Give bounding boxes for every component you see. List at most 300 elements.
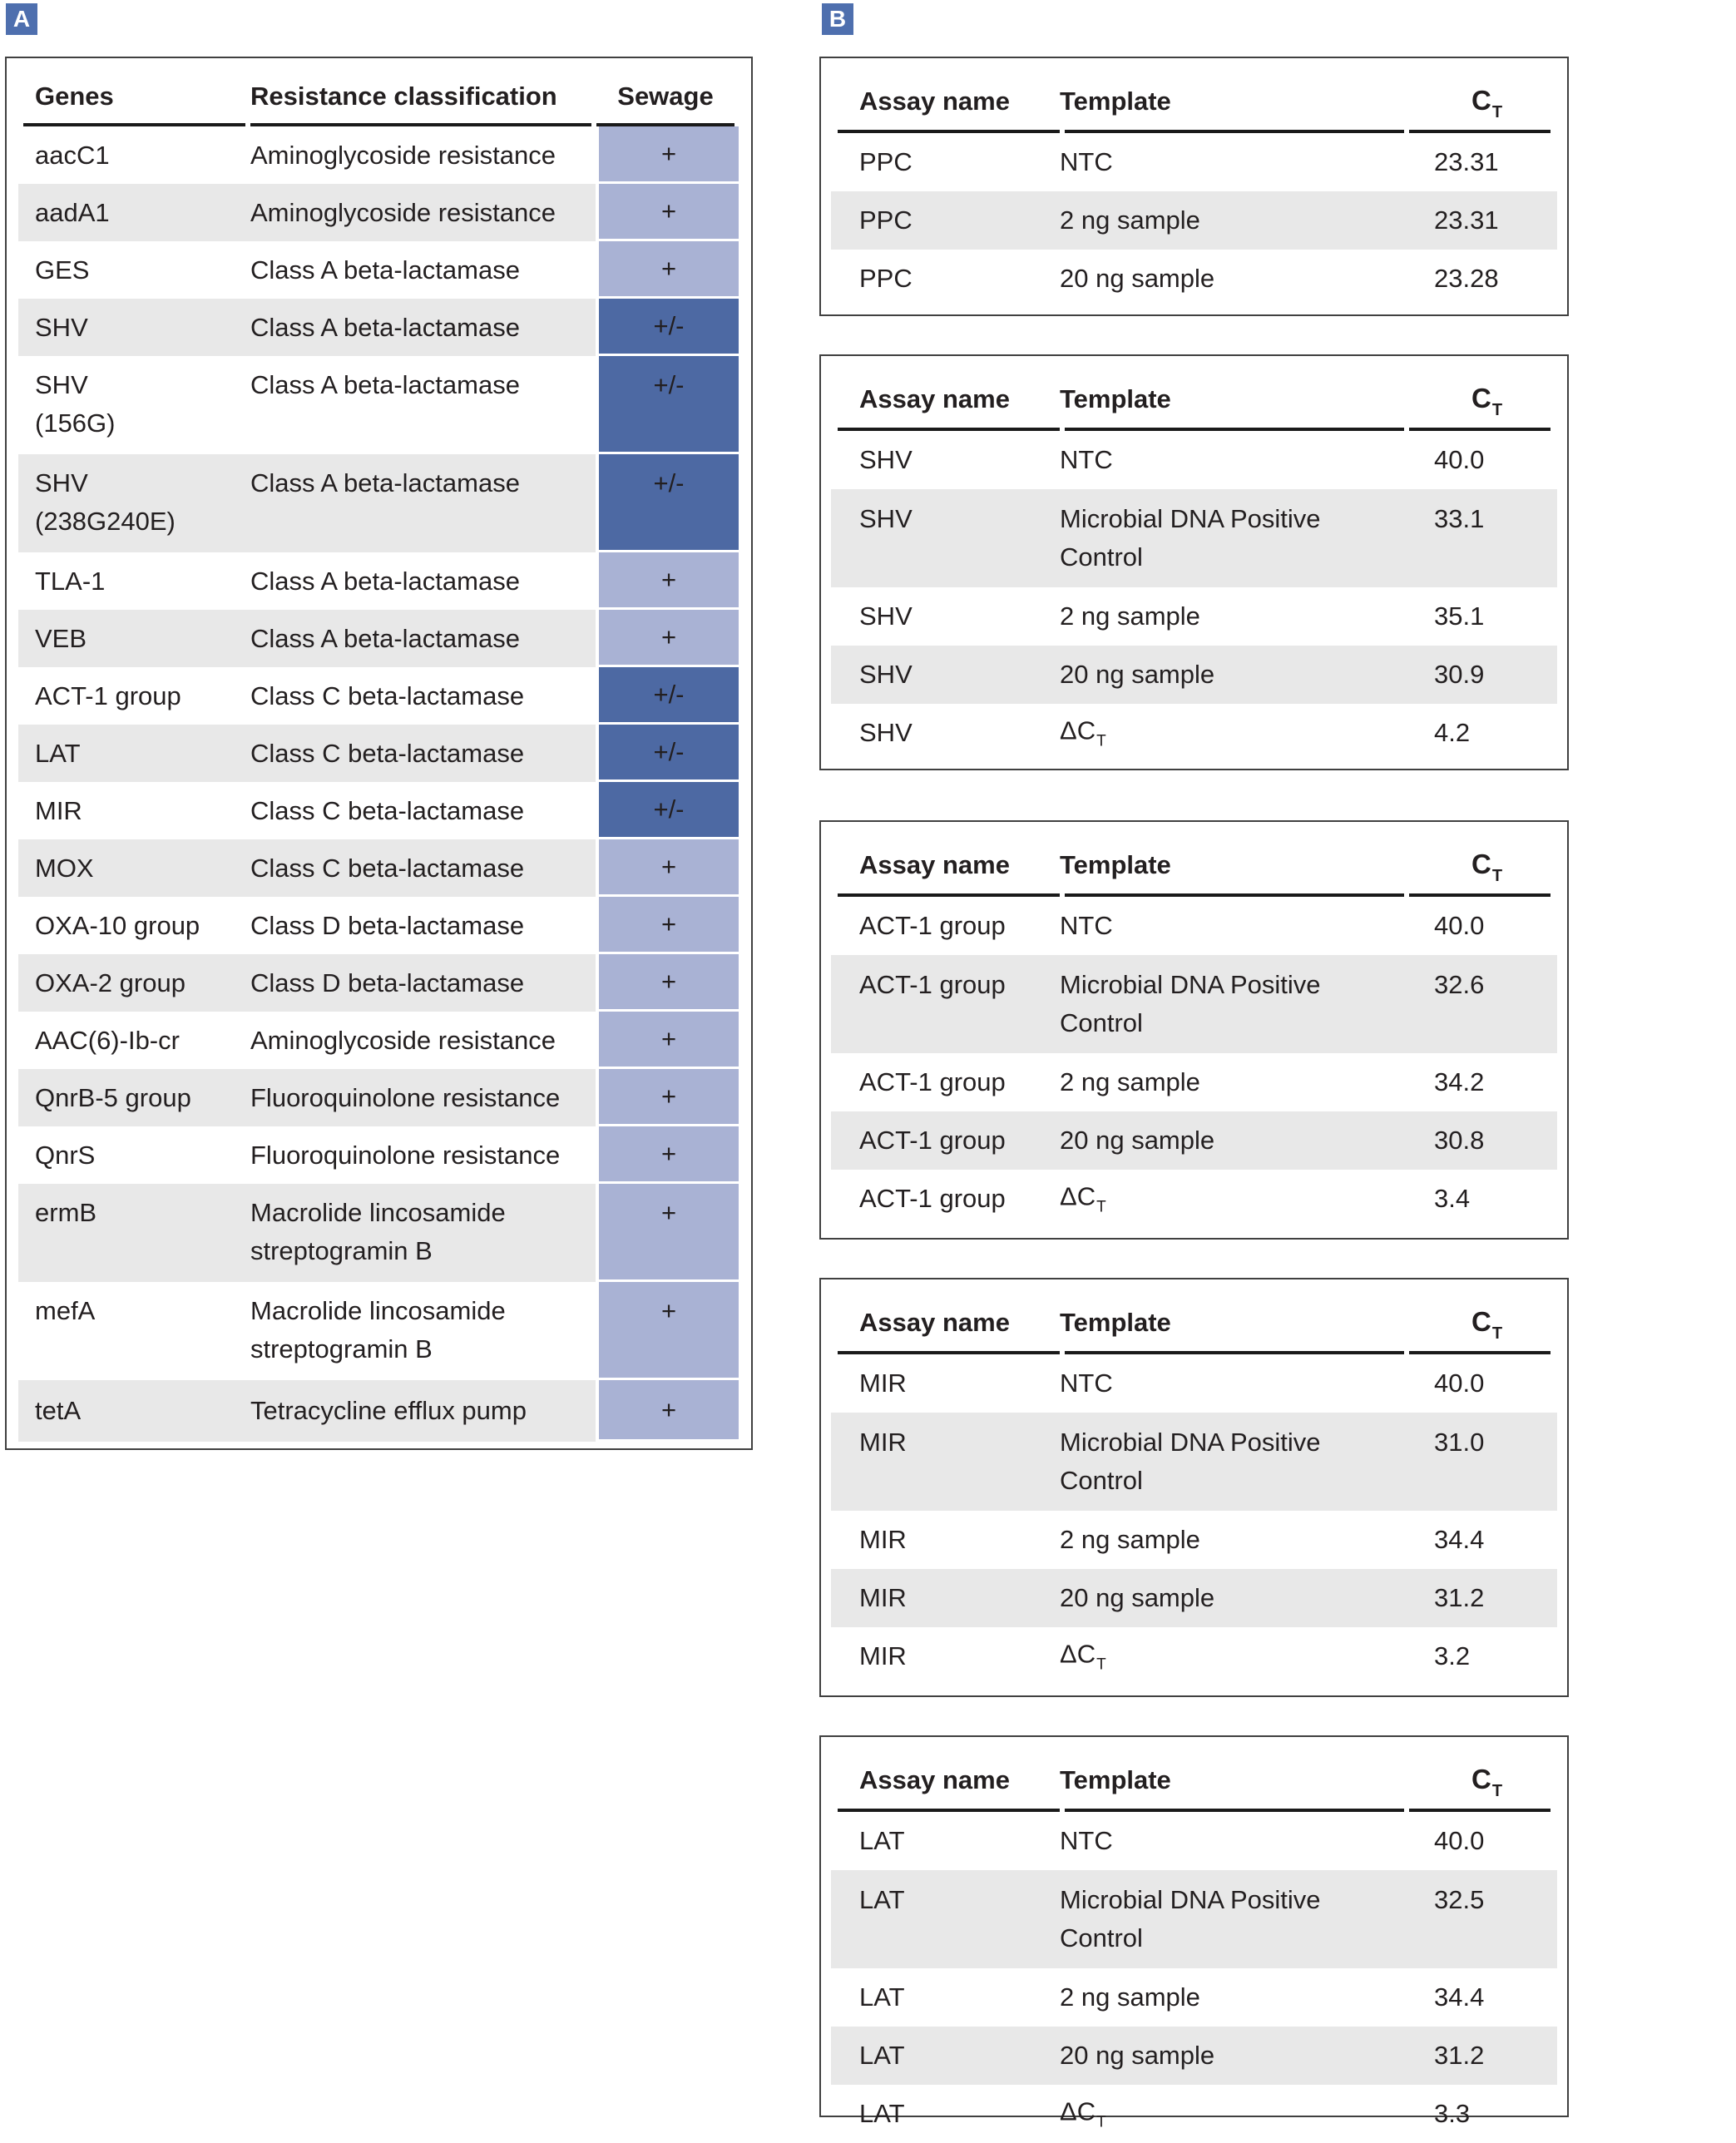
- template-text: 2 ng sample: [1060, 1525, 1200, 1554]
- sewage-value: +: [660, 254, 677, 283]
- classification-cell: [250, 735, 524, 773]
- column-header-ct: $C_T$: [1471, 849, 1503, 885]
- gene-cell: [35, 309, 88, 347]
- assay-name-cell: SHV: [859, 601, 913, 631]
- ct-value-cell: 32.6: [1434, 970, 1485, 999]
- assay-name-cell: LAT: [859, 1885, 905, 1914]
- template-cell: [1060, 1881, 1321, 1957]
- table-row: [821, 1413, 1567, 1511]
- column-header-assay-name: Assay name: [859, 1765, 1010, 1794]
- classification-cell: [250, 849, 524, 888]
- ct-value-cell: 30.8: [1434, 1126, 1485, 1155]
- assay-name-cell: LAT: [859, 2099, 905, 2128]
- gene-cell: [35, 1136, 95, 1175]
- subscript-t: T: [1491, 867, 1503, 885]
- assay-name-cell: ACT-1 group: [859, 1126, 1006, 1155]
- classification-text: Class D beta-lactamase: [250, 968, 525, 997]
- table-row: [821, 955, 1567, 1053]
- template-text: NTC: [1060, 1368, 1113, 1398]
- classification-text: Class A beta-lactamase: [250, 312, 520, 342]
- template-cell: [1060, 907, 1113, 945]
- gene-name: VEB: [35, 623, 87, 653]
- panel-b-header-row: [821, 58, 1567, 130]
- table-row: [821, 1354, 1567, 1413]
- sewage-cell: [599, 299, 739, 356]
- subscript-t: T: [1491, 401, 1503, 419]
- classification-cell: [250, 1194, 506, 1270]
- table-row: [821, 1111, 1567, 1170]
- column-header-ct: $C_T$: [1471, 383, 1503, 419]
- sewage-cell: [599, 184, 739, 241]
- assay-name-cell: LAT: [859, 1982, 905, 2012]
- table-row: [7, 1184, 751, 1282]
- classification-cell: [250, 620, 520, 658]
- classification-text: Macrolide lincosamide: [250, 1296, 506, 1325]
- template-text: 20 ng sample: [1060, 1583, 1215, 1612]
- sewage-value: +: [660, 139, 677, 168]
- ct-value-cell: 40.0: [1434, 911, 1485, 940]
- template-text: $\Delta C_T$: [1060, 2096, 1106, 2131]
- sewage-value: +/-: [653, 468, 685, 497]
- column-header-genes: Genes: [35, 82, 114, 111]
- classification-cell: [250, 1136, 560, 1175]
- classification-text: Class A beta-lactamase: [250, 370, 520, 399]
- sewage-value: +: [660, 1139, 677, 1168]
- gene-name: MIR: [35, 795, 82, 825]
- sewage-cell: [599, 1380, 739, 1442]
- table-row: [821, 1569, 1567, 1627]
- template-cell: [1060, 2093, 1106, 2136]
- classification-text: Class A beta-lactamase: [250, 623, 520, 653]
- gene-cell: [35, 620, 87, 658]
- subscript-t: T: [1096, 1198, 1106, 1216]
- classification-text: Aminoglycoside resistance: [250, 1025, 556, 1055]
- gene-cell: [35, 735, 81, 773]
- assay-name-cell: ACT-1 group: [859, 970, 1006, 999]
- template-text: $\Delta C_T$: [1060, 1181, 1106, 1216]
- panel-b-table: [819, 1278, 1569, 1697]
- sewage-cell: [599, 897, 739, 954]
- template-cell: [1060, 1364, 1113, 1403]
- gene-cell: [35, 849, 94, 888]
- classification-text: Class A beta-lactamase: [250, 468, 520, 497]
- template-cell: [1060, 201, 1200, 240]
- template-text: NTC: [1060, 1826, 1113, 1855]
- table-row: [821, 431, 1567, 489]
- subscript-t: T: [1491, 1324, 1503, 1343]
- panel-a-label: A: [6, 3, 37, 35]
- template-text: NTC: [1060, 911, 1113, 940]
- table-row: [7, 1012, 751, 1069]
- table-row: [7, 241, 751, 299]
- assay-name-cell: PPC: [859, 205, 913, 235]
- subscript-t: T: [1491, 103, 1503, 121]
- classification-cell: [250, 792, 524, 830]
- table-row: [821, 191, 1567, 250]
- classification-cell: [250, 366, 520, 404]
- gene-name: LAT: [35, 738, 81, 768]
- panel-b-table: [819, 820, 1569, 1240]
- sewage-cell: [599, 954, 739, 1012]
- classification-cell: [250, 1392, 527, 1430]
- sewage-cell: [599, 1282, 739, 1380]
- column-header-template: Template: [1060, 1765, 1171, 1794]
- classification-text: Fluoroquinolone resistance: [250, 1082, 561, 1112]
- panel-a-table: [5, 57, 753, 1450]
- template-cell: [1060, 1579, 1214, 1617]
- column-header-ct: $C_T$: [1471, 1764, 1503, 1800]
- template-cell: [1060, 1521, 1200, 1559]
- classification-cell: [250, 677, 524, 715]
- table-row: [7, 126, 751, 184]
- panel-b-label: B: [822, 3, 853, 35]
- column-header-assay-name: Assay name: [859, 384, 1010, 413]
- ct-value-cell: 23.28: [1434, 264, 1499, 293]
- sewage-cell: [599, 1126, 739, 1184]
- gene-cell: [35, 251, 89, 290]
- subscript-t: T: [1096, 2113, 1106, 2131]
- template-cell: [1060, 1978, 1200, 2017]
- template-cell: [1060, 260, 1214, 298]
- sewage-value: +: [660, 1296, 677, 1325]
- gene-name-line2: (238G240E): [35, 507, 176, 536]
- column-header-assay-name: Assay name: [859, 87, 1010, 116]
- sewage-value: +: [660, 967, 677, 996]
- classification-text: Aminoglycoside resistance: [250, 197, 556, 227]
- template-text-line2: Control: [1060, 1008, 1143, 1037]
- table-row: [7, 299, 751, 356]
- template-text-line2: Control: [1060, 542, 1143, 572]
- gene-cell: [35, 194, 110, 232]
- table-row: [7, 1069, 751, 1126]
- column-header-sewage: Sewage: [617, 82, 714, 111]
- assay-name-cell: MIR: [859, 1525, 907, 1554]
- template-text: 2 ng sample: [1060, 601, 1200, 631]
- classification-cell: [250, 194, 556, 232]
- column-header-template: Template: [1060, 1308, 1171, 1337]
- template-cell: [1060, 1063, 1200, 1101]
- sewage-cell: [599, 725, 739, 782]
- template-cell: [1060, 500, 1321, 577]
- ct-value-cell: 35.1: [1434, 601, 1485, 631]
- sewage-value: +: [660, 622, 677, 651]
- table-row: [821, 1053, 1567, 1111]
- template-text: Microbial DNA Positive: [1060, 504, 1321, 533]
- gene-cell: [35, 964, 185, 1002]
- gene-name: ermB: [35, 1198, 97, 1227]
- ct-value-cell: 4.2: [1434, 718, 1471, 747]
- template-text-line2: Control: [1060, 1923, 1143, 1952]
- classification-text-line2: streptogramin B: [250, 1236, 433, 1265]
- table-row: [7, 725, 751, 782]
- sewage-cell: [599, 241, 739, 299]
- sewage-cell: [599, 610, 739, 667]
- subscript-t: T: [1096, 1656, 1106, 1674]
- panel-b-table: [819, 354, 1569, 770]
- panel-a-header-row: [7, 58, 751, 123]
- template-text: Microbial DNA Positive: [1060, 1885, 1321, 1914]
- template-cell: [1060, 1423, 1321, 1500]
- sewage-cell: [599, 126, 739, 184]
- template-cell: [1060, 712, 1106, 755]
- gene-name: QnrS: [35, 1140, 96, 1170]
- ct-value-cell: 3.3: [1434, 2099, 1471, 2128]
- assay-name-cell: SHV: [859, 504, 913, 533]
- classification-text: Macrolide lincosamide: [250, 1198, 506, 1227]
- sewage-cell: [599, 1184, 739, 1282]
- table-row: [821, 646, 1567, 704]
- template-text: 20 ng sample: [1060, 1126, 1215, 1155]
- table-row: [821, 1870, 1567, 1968]
- sewage-value: +: [660, 196, 677, 225]
- column-header-template: Template: [1060, 87, 1171, 116]
- table-row: [7, 839, 751, 897]
- table-row: [7, 782, 751, 839]
- sewage-cell: [599, 1012, 739, 1069]
- gene-name: SHV: [35, 312, 88, 342]
- ct-value-cell: 30.9: [1434, 660, 1485, 689]
- assay-name-cell: ACT-1 group: [859, 1067, 1006, 1096]
- subscript-t: T: [1491, 1782, 1503, 1800]
- column-header-template: Template: [1060, 384, 1171, 413]
- table-row: [821, 2027, 1567, 2085]
- gene-name: SHV: [35, 468, 88, 497]
- ct-value-cell: 34.4: [1434, 1982, 1485, 2012]
- column-header-ct: $C_T$: [1471, 1306, 1503, 1343]
- table-row: [821, 2085, 1567, 2143]
- sewage-value: +: [660, 1394, 677, 1424]
- gene-name: AAC(6)-Ib-cr: [35, 1025, 180, 1055]
- template-cell: [1060, 2037, 1214, 2075]
- classification-cell: [250, 1022, 556, 1060]
- table-row: [821, 897, 1567, 955]
- classification-cell: [250, 464, 520, 502]
- ct-value-cell: 31.2: [1434, 2041, 1485, 2070]
- assay-name-cell: MIR: [859, 1428, 907, 1457]
- classification-text: Class C beta-lactamase: [250, 853, 525, 883]
- template-text: Microbial DNA Positive: [1060, 1428, 1321, 1457]
- classification-cell: [250, 309, 520, 347]
- ct-value-cell: 32.5: [1434, 1885, 1485, 1914]
- gene-name: MOX: [35, 853, 94, 883]
- table-row: [7, 1282, 751, 1380]
- ct-value-cell: 40.0: [1434, 1826, 1485, 1855]
- ct-value-cell: 31.2: [1434, 1583, 1485, 1612]
- gene-name: aacC1: [35, 140, 110, 170]
- table-row: [7, 897, 751, 954]
- classification-text: Tetracycline efflux pump: [250, 1396, 527, 1425]
- gene-cell: [35, 1194, 96, 1232]
- ct-value-cell: 40.0: [1434, 1368, 1485, 1398]
- assay-name-cell: SHV: [859, 445, 913, 474]
- assay-name-cell: MIR: [859, 1368, 907, 1398]
- sewage-value: +: [660, 1198, 677, 1227]
- table-row: [821, 1511, 1567, 1569]
- gene-name: aadA1: [35, 197, 110, 227]
- ct-value-cell: 34.4: [1434, 1525, 1485, 1554]
- template-cell: [1060, 441, 1113, 479]
- sewage-value: +/-: [653, 737, 685, 766]
- gene-cell: [35, 366, 115, 443]
- assay-name-cell: SHV: [859, 718, 913, 747]
- gene-cell: [35, 562, 105, 601]
- sewage-cell: [599, 839, 739, 897]
- template-text: 20 ng sample: [1060, 2041, 1215, 2070]
- gene-name: OXA-2 group: [35, 968, 185, 997]
- sewage-value: +: [660, 1081, 677, 1111]
- template-text: $\Delta C_T$: [1060, 715, 1106, 750]
- template-cell: [1060, 597, 1200, 636]
- classification-cell: [250, 907, 524, 945]
- gene-cell: [35, 1292, 95, 1330]
- gene-name: TLA-1: [35, 566, 106, 596]
- template-text: 2 ng sample: [1060, 205, 1200, 235]
- ct-value-cell: 31.0: [1434, 1428, 1485, 1457]
- template-text: NTC: [1060, 445, 1113, 474]
- classification-text: Class C beta-lactamase: [250, 795, 525, 825]
- classification-cell: [250, 964, 524, 1002]
- classification-cell: [250, 1079, 560, 1117]
- column-header-assay-name: Assay name: [859, 850, 1010, 879]
- gene-name: OXA-10 group: [35, 910, 200, 940]
- sewage-value: +: [660, 565, 677, 594]
- column-header-ct: $C_T$: [1471, 85, 1503, 121]
- classification-text: Class A beta-lactamase: [250, 255, 520, 285]
- gene-cell: [35, 1392, 81, 1430]
- table-row: [7, 552, 751, 610]
- classification-cell: [250, 136, 556, 175]
- classification-text: Fluoroquinolone resistance: [250, 1140, 561, 1170]
- panel-b-header-row: [821, 822, 1567, 893]
- ct-value-cell: 3.2: [1434, 1641, 1471, 1670]
- classification-text: Class A beta-lactamase: [250, 566, 520, 596]
- subscript-t: T: [1096, 732, 1106, 750]
- gene-name: tetA: [35, 1396, 82, 1425]
- table-row: [821, 1968, 1567, 2027]
- assay-name-cell: ACT-1 group: [859, 1184, 1006, 1213]
- classification-text: Class C beta-lactamase: [250, 681, 525, 710]
- assay-name-cell: ACT-1 group: [859, 911, 1006, 940]
- panel-b-header-row: [821, 356, 1567, 428]
- gene-cell: [35, 1022, 180, 1060]
- template-cell: [1060, 656, 1214, 694]
- table-row: [7, 667, 751, 725]
- classification-text: Aminoglycoside resistance: [250, 140, 556, 170]
- template-text: $\Delta C_T$: [1060, 1639, 1106, 1674]
- ct-value-cell: 23.31: [1434, 147, 1499, 176]
- classification-text: Class D beta-lactamase: [250, 910, 525, 940]
- panel-b-table: [819, 1735, 1569, 2131]
- classification-text-line2: streptogramin B: [250, 1334, 433, 1364]
- assay-name-cell: SHV: [859, 660, 913, 689]
- classification-cell: [250, 251, 520, 290]
- column-header-assay-name: Assay name: [859, 1308, 1010, 1337]
- table-row: [7, 184, 751, 241]
- sewage-value: +: [660, 1024, 677, 1053]
- gene-cell: [35, 1079, 191, 1117]
- template-text: 20 ng sample: [1060, 660, 1215, 689]
- gene-name: mefA: [35, 1296, 96, 1325]
- classification-text: Class C beta-lactamase: [250, 738, 525, 768]
- sewage-value: +: [660, 909, 677, 938]
- sewage-value: +/-: [653, 794, 685, 824]
- gene-cell: [35, 677, 181, 715]
- column-header-template: Template: [1060, 850, 1171, 879]
- assay-name-cell: PPC: [859, 264, 913, 293]
- sewage-value: +: [660, 852, 677, 881]
- gene-cell: [35, 464, 176, 541]
- column-header-classification: Resistance classification: [250, 82, 557, 111]
- table-row: [7, 1380, 751, 1442]
- table-row: [7, 954, 751, 1012]
- table-row: [821, 1627, 1567, 1685]
- gene-name: ACT-1 group: [35, 681, 181, 710]
- ct-value-cell: 33.1: [1434, 504, 1485, 533]
- ct-value-cell: 3.4: [1434, 1184, 1471, 1213]
- gene-name: GES: [35, 255, 90, 285]
- template-text-line2: Control: [1060, 1466, 1143, 1495]
- sewage-cell: [599, 552, 739, 610]
- table-row: [821, 489, 1567, 587]
- gene-name-line2: (156G): [35, 408, 116, 438]
- template-text: Microbial DNA Positive: [1060, 970, 1321, 999]
- table-row: [7, 610, 751, 667]
- assay-name-cell: LAT: [859, 2041, 905, 2070]
- sewage-value: +/-: [653, 370, 685, 399]
- assay-name-cell: PPC: [859, 147, 913, 176]
- ct-value-cell: 23.31: [1434, 205, 1499, 235]
- ct-value-cell: 34.2: [1434, 1067, 1485, 1096]
- table-row: [7, 356, 751, 454]
- sewage-cell: [599, 454, 739, 552]
- classification-cell: [250, 1292, 506, 1368]
- gene-cell: [35, 907, 200, 945]
- template-text: NTC: [1060, 147, 1113, 176]
- table-row: [821, 704, 1567, 762]
- sewage-cell: [599, 782, 739, 839]
- panel-b-header-row: [821, 1737, 1567, 1809]
- template-cell: [1060, 1178, 1106, 1220]
- table-row: [821, 1812, 1567, 1870]
- table-row: [821, 587, 1567, 646]
- gene-name: QnrB-5 group: [35, 1082, 191, 1112]
- sewage-cell: [599, 667, 739, 725]
- template-text: 20 ng sample: [1060, 264, 1215, 293]
- classification-cell: [250, 562, 520, 601]
- template-cell: [1060, 1636, 1106, 1678]
- assay-name-cell: MIR: [859, 1641, 907, 1670]
- sewage-value: +/-: [653, 680, 685, 709]
- panel-b-table: [819, 57, 1569, 316]
- assay-name-cell: LAT: [859, 1826, 905, 1855]
- sewage-cell: [599, 356, 739, 454]
- table-row: [7, 454, 751, 552]
- template-cell: [1060, 1822, 1113, 1860]
- table-row: [821, 1170, 1567, 1228]
- template-cell: [1060, 143, 1113, 181]
- template-cell: [1060, 1121, 1214, 1160]
- template-cell: [1060, 966, 1321, 1042]
- ct-value-cell: 40.0: [1434, 445, 1485, 474]
- table-row: [821, 133, 1567, 191]
- sewage-cell: [599, 1069, 739, 1126]
- table-row: [7, 1126, 751, 1184]
- table-row: [821, 250, 1567, 308]
- sewage-value: +/-: [653, 311, 685, 340]
- panel-a-rows: [7, 126, 751, 1442]
- gene-cell: [35, 136, 110, 175]
- template-text: 2 ng sample: [1060, 1067, 1200, 1096]
